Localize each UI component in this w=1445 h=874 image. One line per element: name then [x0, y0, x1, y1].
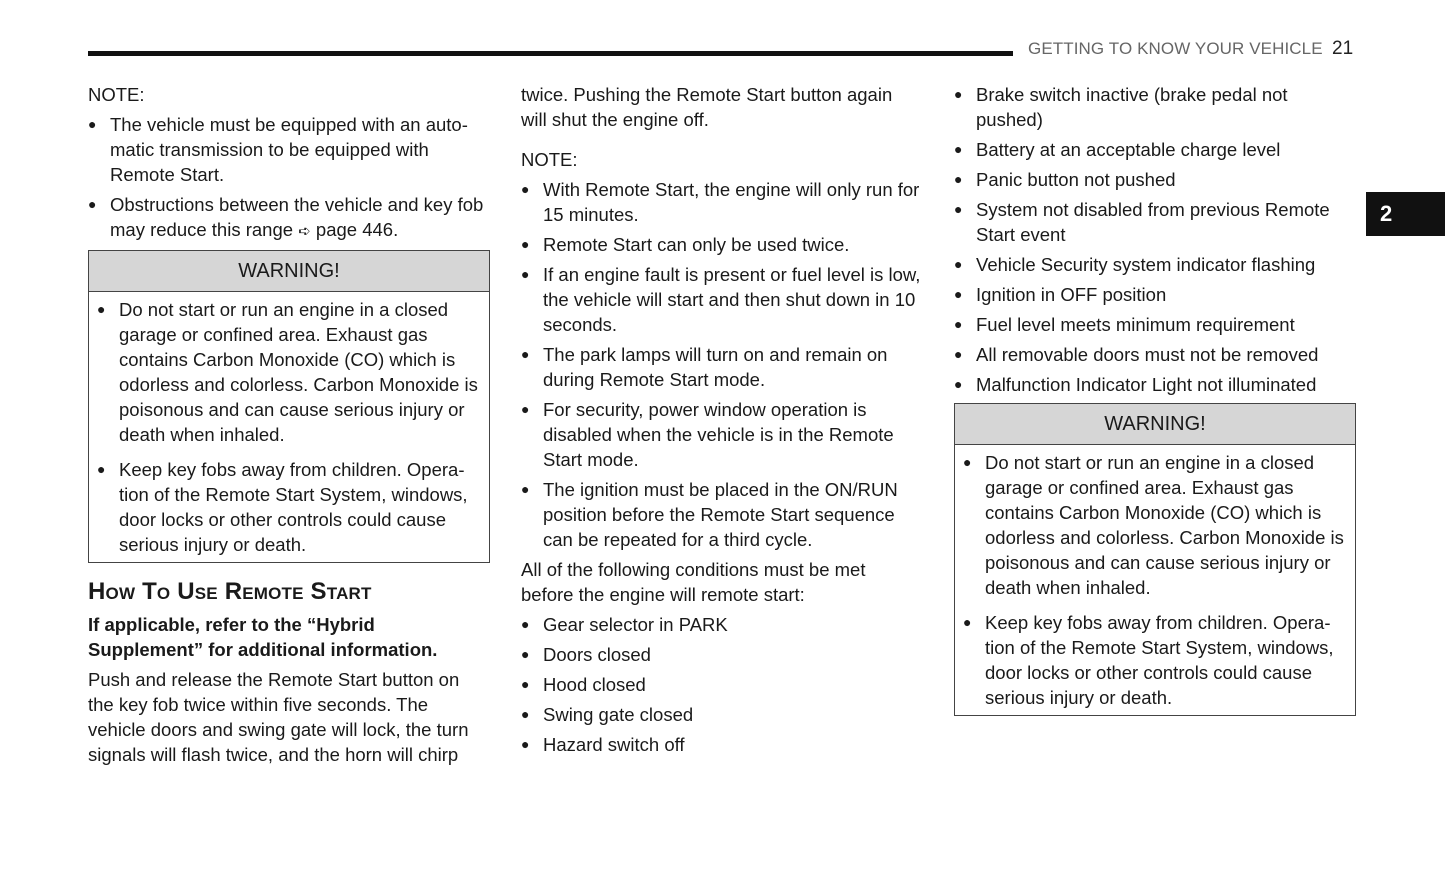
warning-list	[97, 297, 481, 557]
list-item: ● Fuel level meets minimum requirement	[954, 312, 1356, 337]
hybrid-note: If applicable, refer to the “Hybrid Supplement” for additional information.	[88, 614, 438, 660]
list-item: ● Remote Start can only be used twice.	[521, 232, 921, 257]
list-item: ● Ignition in OFF position	[954, 282, 1356, 307]
section-title: How To Use Remote Start	[88, 578, 372, 605]
list-item: ● The vehicle must be equipped with an auto-matic transmission to be equipped with Remote Start.	[88, 112, 490, 187]
list-item: ● The park lamps will turn on and remain on during Remote Start mode.	[521, 342, 921, 392]
list-item: ● Do not start or run an engine in a closed garage or confined area. Exhaust gas contains Carbon Monoxide (CO) which is odorless and colorless. Carbon Monoxide is poisonous and can cause serious injury or death when inhaled.	[97, 297, 481, 447]
list-item: ● For security, power window operation is disabled when the vehicle is in the Remote Start mode.	[521, 397, 921, 472]
chapter-tab[interactable]: 2	[1366, 192, 1445, 236]
list-item: ● If an engine fault is present or fuel level is low, the vehicle will start and then shut down in 10 seconds.	[521, 262, 921, 337]
list-item: ● Hood closed	[521, 672, 921, 697]
conditions-list	[954, 82, 1356, 397]
list-item	[88, 192, 490, 244]
conditions-list	[521, 612, 921, 757]
column-2	[521, 82, 921, 762]
list-item: ● Doors closed	[521, 642, 921, 667]
list-item-text: Obstructions between the vehicle and key fob may reduce this range	[110, 194, 484, 240]
list-item: ● System not disabled from previous Remote Start event	[954, 197, 1356, 247]
conditions-intro: All of the following conditions must be met before the engine will remote start:	[521, 559, 866, 605]
list-item: ● Swing gate closed	[521, 702, 921, 727]
page-number: 21	[1332, 38, 1354, 59]
list-item: ● The ignition must be placed in the ON/RUN position before the Remote Start sequence can be repeated for a third cycle.	[521, 477, 921, 552]
note-list	[88, 112, 490, 244]
page-ref-arrow-icon: ➪	[298, 223, 311, 240]
column-1	[88, 82, 490, 772]
list-item: ● Do not start or run an engine in a closed garage or confined area. Exhaust gas contains Carbon Monoxide (CO) which is odorless and colorless. Carbon Monoxide is poisonous and can cause serious injury or death when inhaled.	[963, 450, 1347, 600]
note-label: NOTE:	[521, 149, 578, 170]
list-item: ● Keep key fobs away from children. Opera-tion of the Remote Start System, windows, door locks or other controls could cause serious injury or death.	[963, 610, 1347, 710]
list-item: ● Brake switch inactive (brake pedal not pushed)	[954, 82, 1356, 132]
warning-box	[954, 403, 1356, 716]
warning-box	[88, 250, 490, 563]
warning-title: WARNING!	[89, 251, 489, 292]
list-item: ● Panic button not pushed	[954, 167, 1356, 192]
list-item: ● Gear selector in PARK	[521, 612, 921, 637]
running-header: GETTING TO KNOW YOUR VEHICLE	[1028, 39, 1323, 58]
warning-title: WARNING!	[955, 404, 1355, 445]
list-item: ● Keep key fobs away from children. Opera-tion of the Remote Start System, windows, door locks or other controls could cause serious injury or death.	[97, 457, 481, 557]
page-ref-link[interactable]: page 446.	[315, 219, 399, 240]
list-item: ● All removable doors must not be removed	[954, 342, 1356, 367]
warning-list	[963, 450, 1347, 710]
list-item: ● With Remote Start, the engine will only run for 15 minutes.	[521, 177, 921, 227]
list-item: ● Hazard switch off	[521, 732, 921, 757]
note-list	[521, 177, 921, 552]
header-rule	[88, 51, 1013, 56]
body-paragraph: Push and release the Remote Start button on the key fob twice within five seconds. The vehicle doors and swing gate will lock, the turn signals will flash twice, and the horn will chirp	[88, 669, 469, 765]
note-label: NOTE:	[88, 84, 145, 105]
body-paragraph: twice. Pushing the Remote Start button again will shut the engine off.	[521, 84, 893, 130]
list-item: ● Malfunction Indicator Light not illuminated	[954, 372, 1356, 397]
list-item: ● Vehicle Security system indicator flashing	[954, 252, 1356, 277]
list-item: ● Battery at an acceptable charge level	[954, 137, 1356, 162]
column-3	[954, 82, 1356, 726]
